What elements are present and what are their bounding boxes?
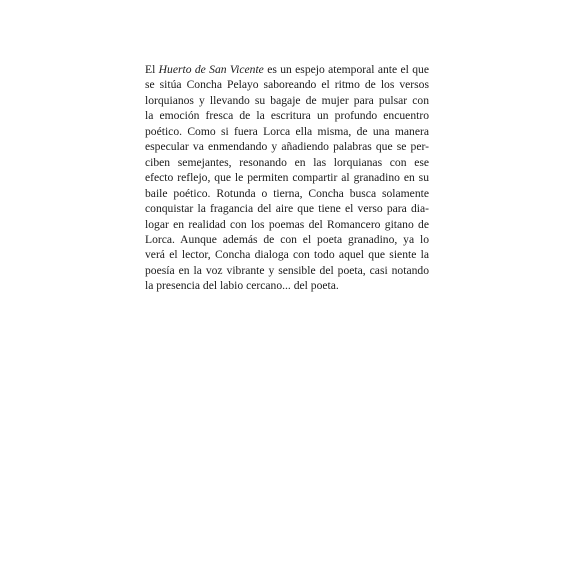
text-line-3: lorquianos y llevando su bagaje de mujer para pulsar con	[145, 93, 429, 107]
text-line-9: baile poético. Rotunda o tierna, Concha busca solamente	[145, 186, 429, 200]
text-line-11: logar en realidad con los poemas del Romancero gitano de	[145, 217, 429, 231]
text-line-5: poético. Como si fuera Lorca ella misma, de una manera	[145, 124, 429, 138]
text-line-8: efecto reflejo, que le permiten compartir al granadino en su	[145, 171, 429, 185]
body-paragraph	[145, 62, 429, 294]
text-line-4: la emoción fresca de la escritura un profundo encuentro	[145, 109, 429, 123]
text-line-2: se sitúa Concha Pelayo saboreando el ritmo de los versos	[145, 78, 429, 92]
book-title: Huerto de San Vicente	[158, 63, 264, 76]
text-line-10: conquistar la fragancia del aire que tiene el verso para dia-	[145, 202, 429, 216]
text-line-13: verá el lector, Concha dialoga con todo aquel que siente la	[145, 248, 429, 262]
text-line-12: Lorca. Aunque además de con el poeta granadino, ya lo	[145, 232, 429, 246]
intro-word: El	[145, 63, 156, 76]
text-line-1	[145, 62, 429, 77]
line-1-rest: es un espejo atemporal ante el que	[267, 63, 429, 76]
text-line-14: poesía en la voz vibrante y sensible del poeta, casi notando	[145, 263, 429, 277]
text-line-6: especular va enmendando y añadiendo palabras que se per-	[145, 140, 429, 154]
text-line-15: la presencia del labio cercano... del poeta.	[145, 279, 339, 293]
text-line-7: ciben semejantes, resonando en las lorquianas con ese	[145, 155, 429, 169]
